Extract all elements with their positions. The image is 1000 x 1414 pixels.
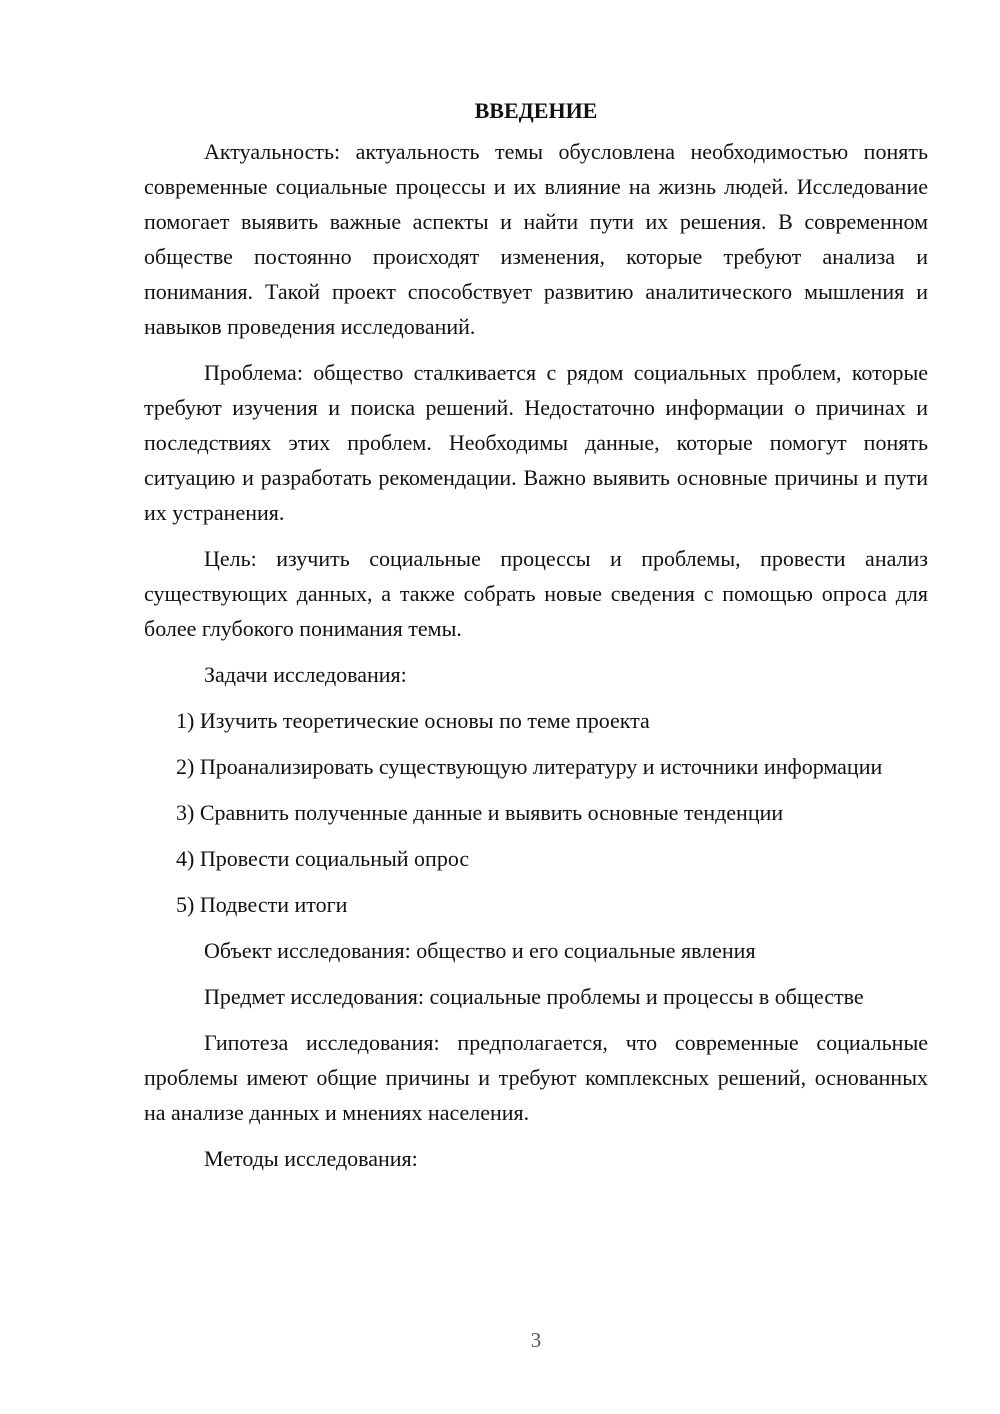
document-page <box>144 96 928 1187</box>
paragraph-problem: Проблема: общество сталкивается с рядом социальных проблем, которые требуют изучения и поиска решений. Недостаточно информации о причинах и последствиях этих проблем. Необходимы данные, которые помогут понять ситуацию и разработать рекомендации. Важно выявить основные причины и пути их устранения. <box>144 360 928 525</box>
task-item-2: 2) Проанализировать существующую литературу и источники информации <box>176 754 883 779</box>
task-item-3: 3) Сравнить полученные данные и выявить основные тенденции <box>176 800 784 825</box>
paragraph-relevance: Актуальность: актуальность темы обусловлена необходимостью понять современные социальные процессы и их влияние на жизнь людей. Исследование помогает выявить важные аспекты и найти пути их решения. В современном обществе постоянно происходят изменения, которые требуют анализа и понимания. Такой проект способствует развитию аналитического мышления и навыков проведения исследований. <box>144 139 928 339</box>
section-title: ВВЕДЕНИЕ <box>474 98 598 123</box>
task-item-1: 1) Изучить теоретические основы по теме проекта <box>176 708 650 733</box>
page-number: 3 <box>530 1328 542 1352</box>
paragraph-object: Объект исследования: общество и его социальные явления <box>204 938 756 963</box>
paragraph-tasks-heading: Задачи исследования: <box>204 662 407 687</box>
paragraph-hypothesis: Гипотеза исследования: предполагается, что современные социальные проблемы имеют общие причины и требуют комплексных решений, основанных на анализе данных и мнениях населения. <box>144 1030 928 1125</box>
paragraph-subject: Предмет исследования: социальные проблемы и процессы в обществе <box>204 984 864 1009</box>
paragraph-methods: Методы исследования: <box>204 1146 418 1171</box>
task-item-5: 5) Подвести итоги <box>176 892 348 917</box>
task-item-4: 4) Провести социальный опрос <box>176 846 470 871</box>
paragraph-goal: Цель: изучить социальные процессы и проблемы, провести анализ существующих данных, а также собрать новые сведения с помощью опроса для более глубокого понимания темы. <box>144 546 928 641</box>
